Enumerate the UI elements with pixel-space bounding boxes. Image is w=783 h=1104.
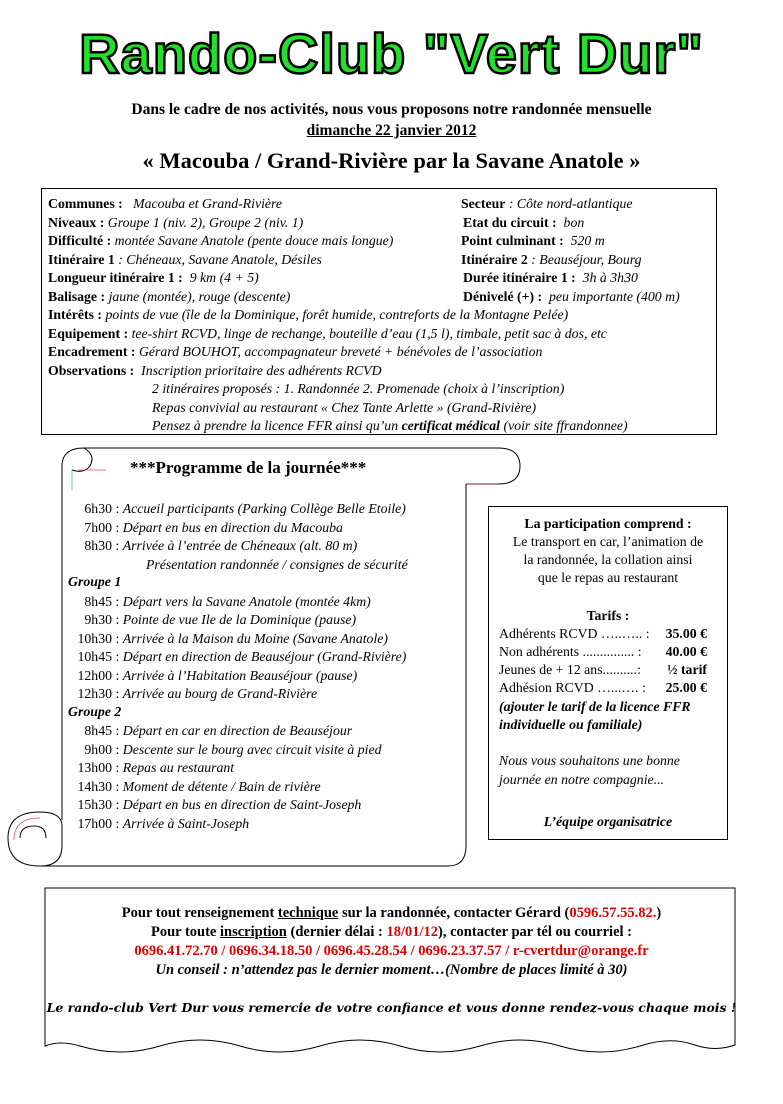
- tarif-row: Non adhérents ............... : 40.00 €: [499, 644, 707, 659]
- event-date: dimanche 22 janvier 2012: [306, 122, 477, 139]
- difficulte-row: Difficulté : montée Savane Anatole (pente douce mais longue): [48, 233, 394, 248]
- programme-time: 8h30: [84, 538, 112, 553]
- programme-time: 12h30: [77, 686, 112, 701]
- programme-time: 9h30: [84, 612, 112, 627]
- programme-item: 7h00 : Départ en bus en direction du Macouba: [0, 519, 343, 537]
- programme-text: Départ en direction de Beauséjour (Grand-Rivière): [122, 649, 407, 664]
- secteur-row: Secteur : Côte nord-atlantique: [461, 196, 633, 211]
- programme-item: 9h30 : Pointe de vue Ile de la Dominique (pause): [0, 611, 356, 629]
- hike-title: « Macouba / Grand-Rivière par la Savane Anatole »: [142, 148, 641, 173]
- footer-advice: Un conseil : n’attendez pas le dernier moment…(Nombre de places limité à 30): [155, 962, 628, 978]
- programme-time: 8h45: [84, 593, 112, 609]
- wish-text: Nous vous souhaitons une bonne: [499, 753, 680, 768]
- duree-row: Durée itinéraire 1 : 3h à 3h30: [463, 270, 638, 285]
- itineraire1-row: Itinéraire 1 : Chéneaux, Savane Anatole, Désiles: [48, 252, 322, 267]
- programme-text: Arrivée au bourg de Grand-Rivière: [122, 686, 318, 701]
- tarif-row: Adhérents RCVD …..….. : 35.00 €: [499, 626, 707, 641]
- culminant-row: Point culminant : 520 m: [461, 233, 605, 248]
- communes-row: Communes : Macouba et Grand-Rivière: [48, 196, 283, 211]
- itineraire2-row: Itinéraire 2 : Beauséjour, Bourg: [461, 252, 642, 267]
- programme-text: Descente sur le bourg avec circuit visite à pied: [122, 741, 382, 757]
- programme-item: 8h30 : Arrivée à l’entrée de Chéneaux (alt. 80 m): [0, 537, 357, 555]
- programme-item: 10h30 : Arrivée à la Maison du Moine (Savane Anatole): [0, 630, 388, 648]
- programme-group-label: Groupe 2: [68, 703, 122, 719]
- programme-text: Arrivée à l’entrée de Chéneaux (alt. 80 m): [122, 538, 358, 553]
- programme-item: 6h30 : Accueil participants (Parking Collège Belle Etoile): [0, 500, 406, 518]
- observations-line2: 2 itinéraires proposés : 1. Randonnée 2. Promenade (choix à l’inscription): [152, 381, 565, 396]
- programme-item: 15h30 : Départ en bus en direction de Saint-Joseph: [0, 796, 361, 814]
- programme-time: 9h00: [84, 741, 112, 757]
- tarif-row: Adhésion RCVD …...…. : 25.00 €: [499, 680, 707, 695]
- encadrement-row: Encadrement : Gérard BOUHOT, accompagnateur breveté + bénévoles de l’association: [48, 344, 543, 359]
- programme-text: Présentation randonnée / consignes de sécurité: [146, 556, 408, 572]
- observations-line4: Pensez à prendre la licence FFR ainsi qu’un certificat médical (voir site ffrandonnee): [152, 418, 628, 433]
- programme-text: Repas au restaurant: [122, 760, 235, 775]
- licence-note: individuelle ou familiale): [499, 717, 643, 732]
- programme-text: Départ en car en direction de Beauséjour: [122, 723, 353, 738]
- programme-text: Départ en bus en direction du Macouba: [122, 519, 343, 535]
- programme-text: Arrivée à l’Habitation Beauséjour (pause): [122, 667, 358, 683]
- participation-title: La participation comprend :: [524, 516, 692, 531]
- programme-time: 17h00: [77, 815, 112, 831]
- participation-line: Le transport en car, l’animation de: [512, 534, 704, 549]
- programme-time: 10h45: [77, 649, 112, 664]
- participation-line: la randonnée, la collation ainsi: [523, 552, 693, 567]
- signature: L’équipe organisatrice: [543, 814, 673, 829]
- wish-text: journée en notre compagnie...: [499, 772, 665, 787]
- programme-item: 12h00 : Arrivée à l’Habitation Beauséjour (pause): [0, 667, 357, 685]
- programme-item: 13h00 : Repas au restaurant: [0, 759, 234, 777]
- programme-text: Départ en bus en direction de Saint-Joseph: [122, 797, 362, 812]
- programme-text: Moment de détente / Bain de rivière: [122, 778, 321, 794]
- equipement-row: Equipement : tee-shirt RCVD, linge de rechange, bouteille d’eau (1,5 l), timbale, petit sac à dos, etc: [48, 326, 607, 341]
- programme-time: 7h00: [84, 519, 112, 535]
- programme-item: 14h30 : Moment de détente / Bain de rivière: [0, 778, 321, 796]
- programme-group-label: Groupe 1: [68, 574, 122, 589]
- programme-time: 14h30: [77, 778, 112, 794]
- interets-row: Intérêts : points de vue (île de la Dominique, forêt humide, contreforts de la Montagne Pelée): [48, 307, 569, 322]
- etat-row: Etat du circuit : bon: [463, 215, 585, 230]
- programme-item: 17h00 : Arrivée à Saint-Joseph: [0, 815, 249, 833]
- footer-phones: 0696.41.72.70 / 0696.34.18.50 / 0696.45.28.54 / 0696.23.37.57 / r-cvertdur@orange.fr: [134, 943, 649, 959]
- observations-row: Observations : Inscription prioritaire des adhérents RCVD: [48, 363, 382, 378]
- programme-time: 6h30: [84, 501, 112, 516]
- programme-item: 10h45 : Départ en direction de Beauséjour (Grand-Rivière): [0, 648, 406, 666]
- programme-item: 12h30 : Arrivée au bourg de Grand-Rivière: [0, 685, 317, 703]
- denivele-row: Dénivelé (+) : peu importante (400 m): [463, 289, 680, 304]
- footer-inscription: Pour toute inscription (dernier délai : 18/01/12), contacter par tél ou courriel :: [150, 924, 632, 940]
- balisage-row: Balisage : jaune (montée), rouge (descente): [48, 289, 291, 304]
- licence-note: (ajouter le tarif de la licence FFR: [499, 699, 691, 714]
- programme-title: ***Programme de la journée***: [130, 458, 367, 477]
- club-title: Rando-Club "Vert Dur": [79, 22, 704, 85]
- programme-time: 8h45: [84, 723, 112, 738]
- programme-text: Départ vers la Savane Anatole (montée 4km): [122, 593, 371, 609]
- intro-text: Dans le cadre de nos activités, nous vous proposons notre randonnée mensuelle: [131, 101, 652, 118]
- programme-item: 8h45 : Départ en car en direction de Beauséjour: [0, 722, 352, 740]
- programme-text: Arrivée à Saint-Joseph: [122, 815, 250, 831]
- participation-line: que le repas au restaurant: [537, 570, 679, 585]
- programme-time: 13h00: [77, 760, 112, 775]
- programme-time: 15h30: [77, 797, 112, 812]
- programme-text: Accueil participants (Parking Collège Belle Etoile): [122, 501, 406, 516]
- observations-line3: Repas convivial au restaurant « Chez Tante Arlette » (Grand-Rivière): [152, 400, 537, 415]
- tarifs-title: Tarifs :: [586, 608, 630, 623]
- footer-technique: Pour tout renseignement technique sur la randonnée, contacter Gérard (0596.57.55.82.): [121, 905, 662, 921]
- programme-text: Arrivée à la Maison du Moine (Savane Anatole): [122, 630, 389, 646]
- programme-item: 9h00 : Descente sur le bourg avec circuit visite à pied: [0, 741, 381, 759]
- programme-time: 10h30: [77, 630, 112, 646]
- footer-thanks: Le rando-club Vert Dur vous remercie de votre confiance et vous donne rendez-vous chaque mois !: [46, 1000, 737, 1015]
- programme-time: 12h00: [77, 667, 112, 683]
- niveaux-row: Niveaux : Groupe 1 (niv. 2), Groupe 2 (niv. 1): [48, 215, 304, 230]
- programme-item: 8h45 : Départ vers la Savane Anatole (montée 4km): [0, 593, 371, 611]
- programme-text: Pointe de vue Ile de la Dominique (pause): [122, 612, 357, 627]
- tarif-row: Jeunes de + 12 ans..........: ½ tarif: [499, 662, 707, 677]
- longueur-row: Longueur itinéraire 1 : 9 km (4 + 5): [48, 270, 259, 285]
